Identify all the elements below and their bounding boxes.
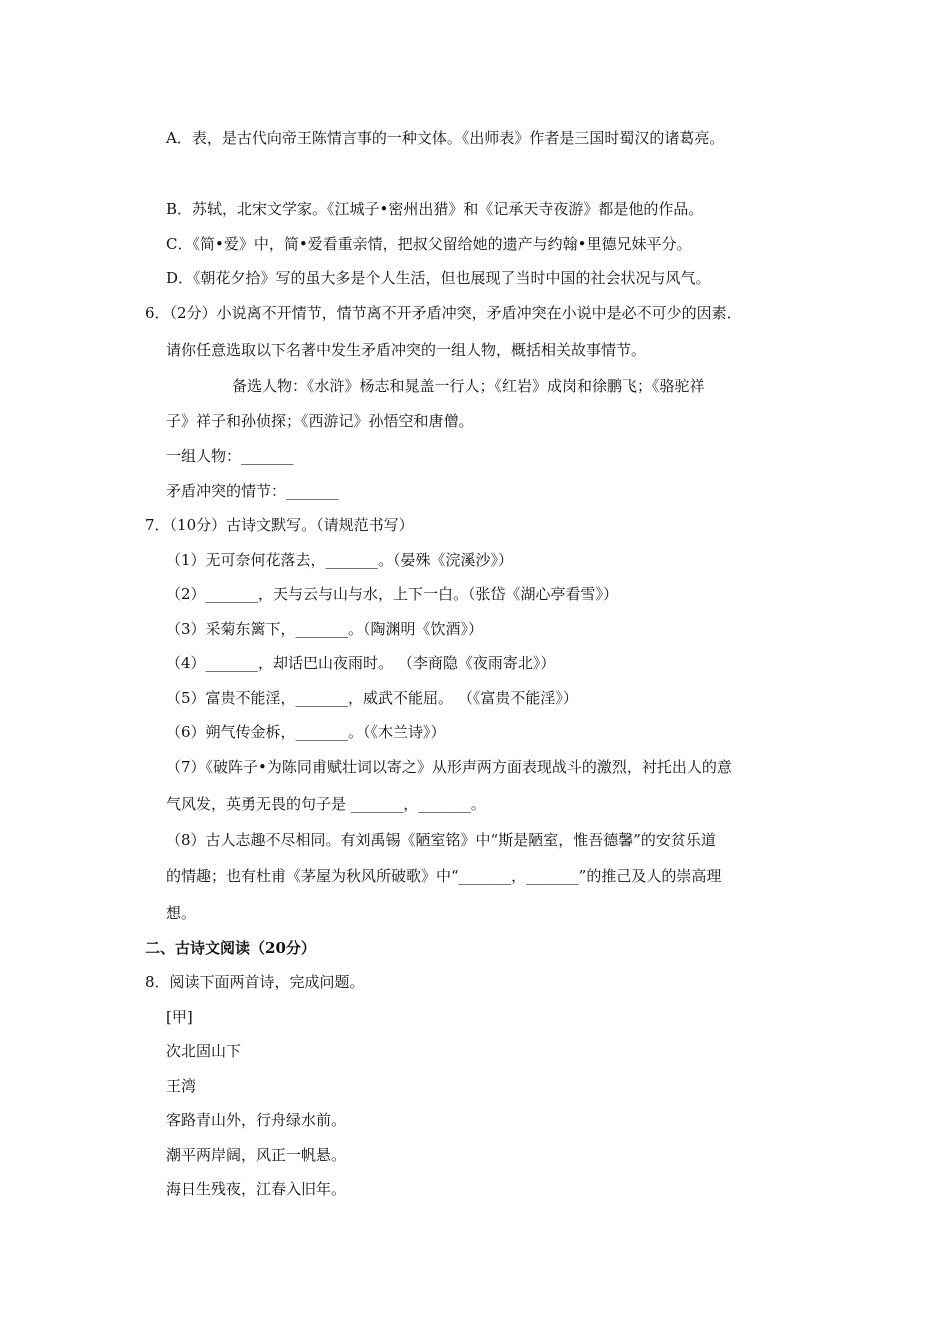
q6-answer-characters: 一组人物：_______ [166, 447, 294, 465]
q7-item-2: （2）_______，天与云与山与水，上下一白。（张岱《湖心亭看雪》） [166, 585, 619, 603]
q8-poem-title: 次北固山下 [166, 1042, 242, 1060]
q5-option-d: D．《朝花夕拾》写的虽大多是个人生活，但也展现了当时中国的社会状况与风气。 [166, 269, 711, 287]
q8-poem-line-3: 海日生残夜，江春入旧年。 [166, 1180, 347, 1198]
q8-poem-line-2: 潮平两岸阔，风正一帆悬。 [166, 1146, 347, 1164]
q7-title: 7．（10分）古诗文默写。（请规范书写） [145, 516, 414, 534]
q7-item-7-line-2: 气风发，英勇无畏的句子是 _______，_______。 [166, 795, 486, 813]
q5-option-b: B．苏轼，北宋文学家。《江城子•密州出猎》和《记承天寺夜游》都是他的作品。 [166, 200, 704, 218]
q5-option-a: A．表，是古代向帝王陈情言事的一种文体。《出师表》作者是三国时蜀汉的诸葛亮。 [166, 129, 725, 147]
q7-item-8-line-1: （8）古人志趣不尽相同。有刘禹锡《陋室铭》中“斯是陋室，惟吾德馨”的安贫乐道 [166, 831, 716, 849]
q7-item-7-line-1: （7）《破阵子•为陈同甫赋壮词以寄之》从形声两方面表现战斗的激烈，衬托出人的意 [166, 758, 732, 776]
q8-poem-line-1: 客路青山外，行舟绿水前。 [166, 1111, 347, 1129]
q6-answer-plot: 矛盾冲突的情节：_______ [166, 482, 339, 500]
q5-option-c: C．《简•爱》中，简•爱看重亲情，把叔父留给她的遗产与约翰•里德兄妹平分。 [166, 235, 692, 253]
q6-candidates-line-2: 子》祥子和孙侦探；《西游记》孙悟空和唐僧。 [166, 412, 474, 430]
q7-item-5: （5）富贵不能淫，_______，威武不能屈。 （《富贵不能淫》） [166, 689, 578, 707]
q8-poem-tag: [甲] [166, 1008, 193, 1026]
q7-item-3: （3）采菊东篱下，_______。（陶渊明《饮酒》） [166, 620, 484, 638]
q8-title: 8．阅读下面两首诗，完成问题。 [145, 973, 365, 991]
q7-item-4: （4）_______，却话巴山夜雨时。 （李商隐《夜雨寄北》） [166, 654, 556, 672]
q7-item-6: （6）朔气传金柝，_______。（《木兰诗》） [166, 723, 446, 741]
section-heading: 二、古诗文阅读（20分） [145, 939, 316, 957]
q7-item-1: （1）无可奈何花落去，_______。（晏殊《浣溪沙》） [166, 551, 514, 569]
q6-line-1: 6．（2分）小说离不开情节，情节离不开矛盾冲突，矛盾冲突在小说中是必不可少的因素． [145, 304, 742, 322]
q6-candidates-line-1: 备选人物：《水浒》杨志和晁盖一行人；《红岩》成岗和徐鹏飞；《骆驼祥 [232, 377, 705, 395]
q7-item-8-line-3: 想。 [166, 904, 197, 922]
q6-line-2: 请你任意选取以下名著中发生矛盾冲突的一组人物，概括相关故事情节。 [166, 341, 647, 359]
q7-item-8-line-2: 的情趣；也有杜甫《茅屋为秋风所破歌》中“_______，_______”的推己及人的崇高理 [166, 867, 722, 885]
q8-poem-author: 王湾 [166, 1077, 197, 1095]
